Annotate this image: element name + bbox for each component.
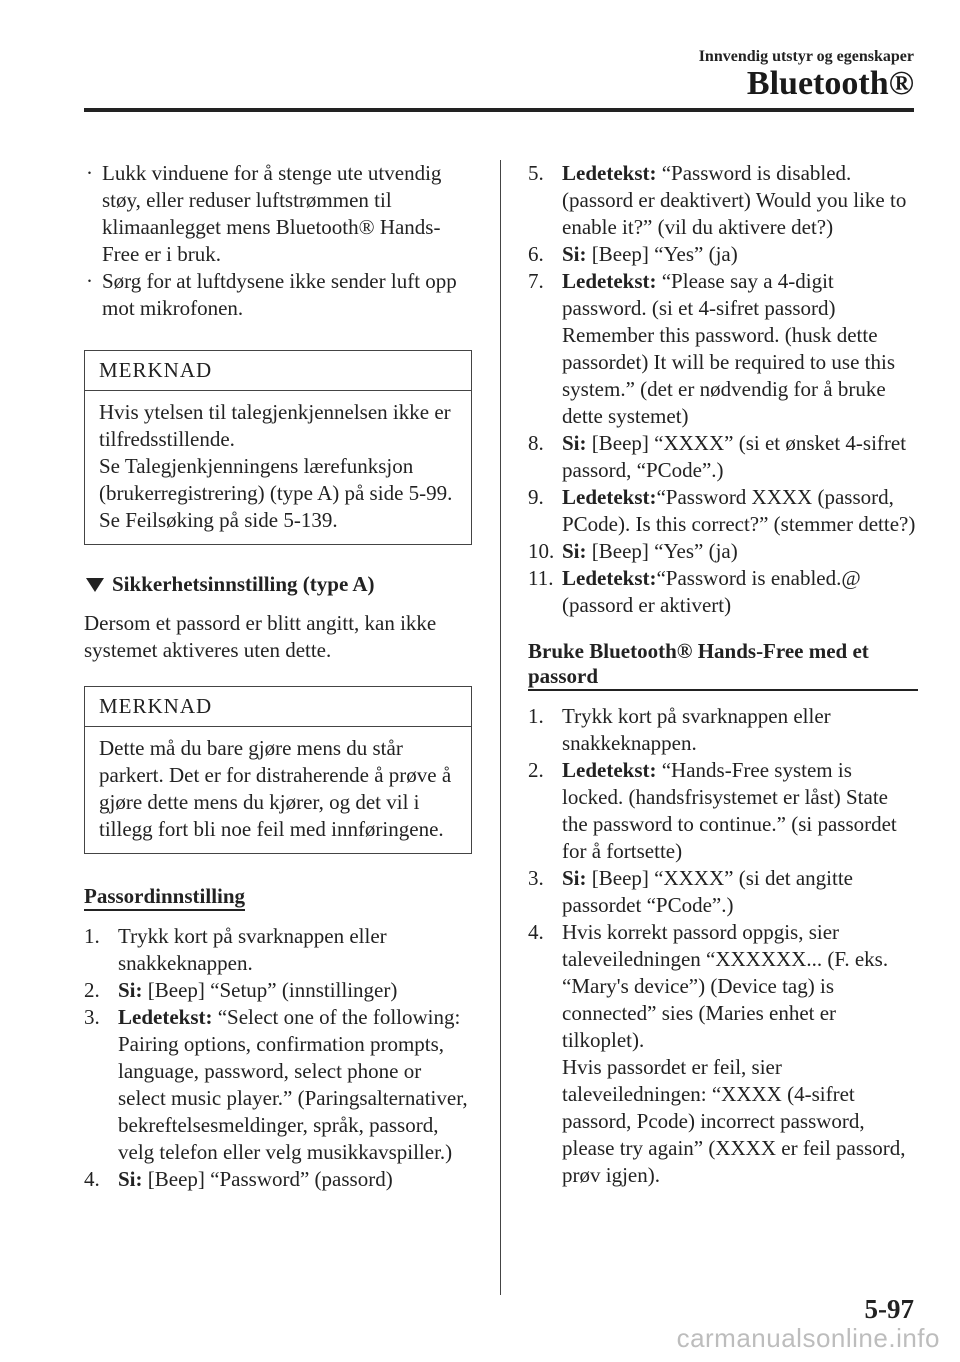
step-text: “Password is disabled. (passord er deaktivert) Would you like to enable it?” (vil du aktivere det?) xyxy=(562,161,907,239)
step-item xyxy=(528,919,918,1054)
step-item xyxy=(528,484,918,538)
bullet-dot-icon: · xyxy=(86,269,93,293)
step-item xyxy=(528,268,918,430)
step-number: 8. xyxy=(528,431,544,455)
step-label: Si: xyxy=(118,978,143,1002)
step-item xyxy=(528,865,918,919)
step-text: Trykk kort på svarknappen eller snakkeknappen. xyxy=(562,704,831,755)
step-number: 2. xyxy=(528,758,544,782)
bullet-text: Lukk vinduene for å stenge ute utvendig støy, eller reduser luftstrømmen til klimaanlegget mens Bluetooth® Hands-Free er i bruk. xyxy=(102,161,442,266)
step-list xyxy=(528,160,918,619)
step-number: 7. xyxy=(528,269,544,293)
step-number: 1. xyxy=(84,924,100,948)
step-text: Hvis passordet er feil, sier taleveiledningen: “XXXX (4-sifret passord, Pcode) incorrect password, please try again” (XXXX er feil passord, prøv igjen). xyxy=(562,1055,906,1187)
step-item xyxy=(528,757,918,865)
triangle-down-icon xyxy=(86,578,104,592)
note-body xyxy=(85,391,471,544)
step-label: Si: xyxy=(562,539,587,563)
step-item xyxy=(528,703,918,757)
step-text: “Password is enabled.@ (passord er aktivert) xyxy=(562,566,861,617)
step-label: Si: xyxy=(562,242,587,266)
step-item xyxy=(528,565,918,619)
step-item xyxy=(528,241,918,268)
note-line: Hvis ytelsen til talegjenkjennelsen ikke er tilfredsstillende. xyxy=(99,400,451,451)
step-label: Si: xyxy=(562,866,587,890)
step-text: “Password XXXX (passord, PCode). Is this correct?” (stemmer dette?) xyxy=(562,485,916,536)
step-label: Ledetekst: xyxy=(562,161,657,185)
step-text: [Beep] “XXXX” (si et ønsket 4-sifret passord, “PCode”.) xyxy=(562,431,907,482)
step-list xyxy=(528,703,918,1189)
note-box xyxy=(84,686,472,854)
watermark: carmanualsonline.info xyxy=(676,1323,940,1353)
step-label: Ledetekst: xyxy=(562,566,657,590)
page-number: 5-97 xyxy=(864,1294,914,1324)
section-heading-text: Sikkerhetsinnstilling (type A) xyxy=(112,572,375,596)
step-label: Si: xyxy=(118,1167,143,1191)
step-text: “Please say a 4-digit password. (si et 4-sifret passord) Remember this password. (husk dette passordet) It will be required to use this system.” (det er nødvendig for å bruke dette systemet) xyxy=(562,269,896,428)
note-line: Dette må du bare gjøre mens du står parkert. Det er for distraherende å prøve å gjøre dette mens du kjører, og det vil i tillegg fort bli noe feil med innføringene. xyxy=(99,736,452,841)
step-list xyxy=(84,923,472,1193)
step-number: 2. xyxy=(84,978,100,1002)
step-label: Ledetekst: xyxy=(562,269,657,293)
step-number: 3. xyxy=(84,1005,100,1029)
step-item xyxy=(84,923,472,977)
step-number: 9. xyxy=(528,485,544,509)
step-text: “Hands-Free system is locked. (handsfrisystemet er låst) State the password to continue.” (si passordet for å fortsette) xyxy=(562,758,897,863)
step-number: 3. xyxy=(528,866,544,890)
left-column xyxy=(84,160,472,1193)
section-heading xyxy=(84,571,472,598)
step-number: 11. xyxy=(528,566,554,590)
step-label: Ledetekst: xyxy=(118,1005,213,1029)
step-item xyxy=(84,1004,472,1166)
step-text: [Beep] “Yes” (ja) xyxy=(586,539,738,563)
note-line: Se Feilsøking på side 5-139. xyxy=(99,508,338,532)
step-text: Hvis korrekt passord oppgis, sier taleveiledningen “XXXXXX... (F. eks. “Mary's device”) (Device tag) is connected” sies (Maries enhet er tilkoplet). xyxy=(562,920,889,1052)
page-title: Bluetooth® xyxy=(746,65,914,102)
step-label: Ledetekst: xyxy=(562,485,657,509)
note-body xyxy=(85,727,471,853)
step-item xyxy=(84,1166,472,1193)
bullet-text: Sørg for at luftdysene ikke sender luft opp mot mikrofonen. xyxy=(102,269,457,320)
bullet-item xyxy=(84,268,472,322)
step-number: 5. xyxy=(528,161,544,185)
step-text: Trykk kort på svarknappen eller snakkeknappen. xyxy=(118,924,387,975)
header-section: Innvendig utstyr og egenskaper xyxy=(698,48,914,65)
step-label: Si: xyxy=(562,431,587,455)
step-text: [Beep] “Yes” (ja) xyxy=(586,242,738,266)
step-text: [Beep] “Password” (passord) xyxy=(142,1167,393,1191)
step-number: 4. xyxy=(84,1167,100,1191)
note-line: Se Talegjenkjenningens lærefunksjon (brukerregistrering) (type A) på side 5-99. xyxy=(99,454,453,505)
note-box xyxy=(84,350,472,545)
sub-heading: Passordinnstilling xyxy=(84,884,245,911)
step-item xyxy=(528,160,918,241)
sub-heading: Bruke Bluetooth® Hands-Free med et passord xyxy=(528,639,918,691)
note-title: MERKNAD xyxy=(85,687,471,727)
step-item xyxy=(528,430,918,484)
column-divider xyxy=(500,160,501,1295)
step-item xyxy=(528,538,918,565)
step-number: 6. xyxy=(528,242,544,266)
bullet-item xyxy=(84,160,472,268)
step-number: 1. xyxy=(528,704,544,728)
step-item xyxy=(84,977,472,1004)
step-item xyxy=(528,1054,918,1189)
step-text: [Beep] “Setup” (innstillinger) xyxy=(142,978,398,1002)
step-label: Ledetekst: xyxy=(562,758,657,782)
intro-paragraph: Dersom et passord er blitt angitt, kan ikke systemet aktiveres uten dette. xyxy=(84,611,437,662)
right-column xyxy=(528,160,918,1189)
step-number: 10. xyxy=(528,539,555,563)
note-title: MERKNAD xyxy=(85,351,471,391)
bullet-dot-icon: · xyxy=(86,161,93,185)
header-rule xyxy=(84,108,914,112)
step-text: “Select one of the following: Pairing options, confirmation prompts, language, password, select phone or select music player.” (Paringsalternativer, bekreftelsesmeldinger, språk, passord, velg telefon eller velg musikkavspiller.) xyxy=(118,1005,468,1164)
step-number: 4. xyxy=(528,920,544,944)
step-text: [Beep] “XXXX” (si det angitte passordet “PCode”.) xyxy=(562,866,854,917)
